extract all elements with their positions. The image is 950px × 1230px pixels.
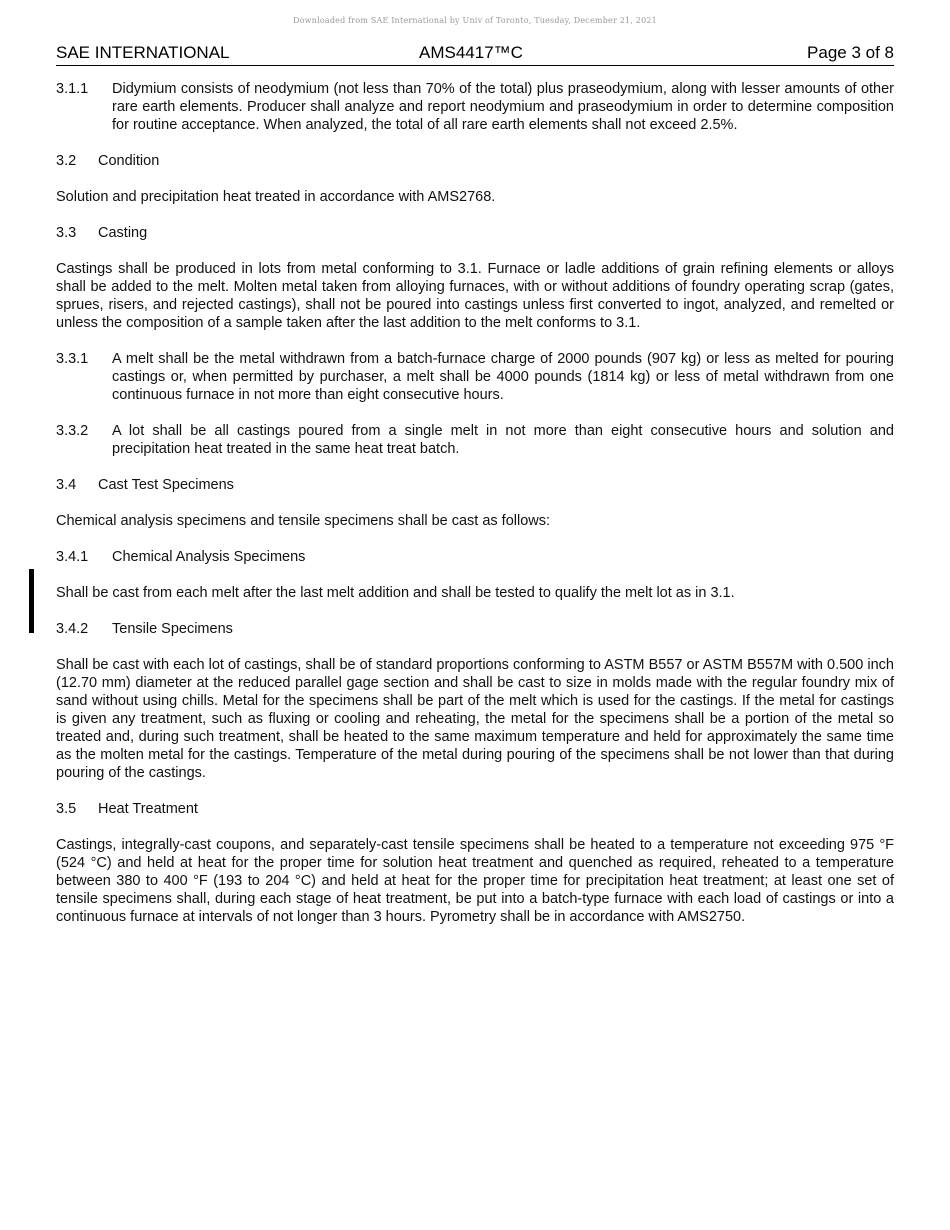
section-3-4-2-text: Shall be cast with each lot of castings, shall be of standard proportions conforming to ASTM B557 or ASTM B557M with 0.500 inch (12.70 mm) diameter at the reduced parallel gage section and shall be cast to size in molds made with the regular foundry mix of sand without using chills. Metal for the specimens shall be part of the melt which is used for the castings. If the metal for castings is given any treatment, such as fluxing or cooling and reheating, the metal for the specimens shall be a portion of the metal so treated and, during such treatment, shall be heated to the same maximum temperature and held for approximately the same time as the molten metal for the castings. Temperature of the metal during pouring of the specimens shall be not lower than that during pouring of the castings. bbox=[56, 657, 894, 781]
section-title: Condition bbox=[98, 153, 160, 169]
section-3-4-heading bbox=[56, 476, 894, 494]
section-number: 3.4.1 bbox=[56, 549, 89, 565]
section-3-4-1-text: Shall be cast from each melt after the last melt addition and shall be tested to qualify the melt lot as in 3.1. bbox=[56, 585, 735, 601]
section-number: 3.4.2 bbox=[56, 621, 89, 637]
section-number: 3.3.1 bbox=[56, 351, 89, 367]
download-watermark: Downloaded from SAE International by Univ of Toronto, Tuesday, December 21, 2021 bbox=[293, 16, 657, 25]
header-document-number: AMS4417™C bbox=[419, 43, 523, 62]
section-3-3-2 bbox=[56, 422, 894, 458]
section-number: 3.5 bbox=[56, 801, 77, 817]
page-header bbox=[56, 43, 894, 66]
section-3-4-text: Chemical analysis specimens and tensile specimens shall be cast as follows: bbox=[56, 513, 551, 529]
section-3-3-text: Castings shall be produced in lots from metal conforming to 3.1. Furnace or ladle additions of grain refining elements or alloys shall be added to the melt. Molten metal taken from alloying furnaces, with or without additions of foundry operating scrap (gates, sprues, risers, and rejected castings), shall not be poured into castings unless first converted to ingot, analyzed, and remelted or unless the composition of a sample taken after the last addition to the melt conforms to 3.1. bbox=[56, 261, 894, 331]
section-3-3-1 bbox=[56, 350, 894, 404]
section-number: 3.1.1 bbox=[56, 81, 89, 97]
header-organization: SAE INTERNATIONAL bbox=[56, 43, 230, 62]
section-number: 3.4 bbox=[56, 477, 77, 493]
section-3-4-2-heading bbox=[56, 620, 894, 638]
section-title: Tensile Specimens bbox=[112, 621, 233, 637]
section-number: 3.3 bbox=[56, 225, 77, 241]
revision-change-bar bbox=[29, 569, 34, 633]
section-3-3-heading bbox=[56, 224, 894, 242]
section-3-1-1 bbox=[56, 80, 894, 134]
section-title: Cast Test Specimens bbox=[98, 477, 234, 493]
section-number: 3.3.2 bbox=[56, 423, 89, 439]
section-3-4-1-heading bbox=[56, 548, 894, 566]
document-body bbox=[56, 80, 894, 944]
section-title: Chemical Analysis Specimens bbox=[112, 549, 306, 565]
section-number: 3.2 bbox=[56, 153, 77, 169]
section-text: Didymium consists of neodymium (not less than 70% of the total) plus praseodymium, along with lesser amounts of other rare earth elements. Producer shall analyze and report neodymium and praseodymium in order to determine composition for routine acceptance. When analyzed, the total of all rare earth elements shall not exceed 2.5%. bbox=[112, 81, 894, 133]
section-3-2-heading bbox=[56, 152, 894, 170]
section-title: Heat Treatment bbox=[98, 801, 198, 817]
section-3-5-heading bbox=[56, 800, 894, 818]
header-page-number: Page 3 of 8 bbox=[807, 43, 894, 62]
section-3-2-text: Solution and precipitation heat treated in accordance with AMS2768. bbox=[56, 189, 496, 205]
section-title: Casting bbox=[98, 225, 148, 241]
section-3-5-text: Castings, integrally-cast coupons, and separately-cast tensile specimens shall be heated to a temperature not exceeding 975 °F (524 °C) and held at heat for the proper time for solution heat treatment and quenched as required, reheated to a temperature between 380 to 400 °F (193 to 204 °C) and held at heat for the proper time for precipitation heat treatment; at least one set of tensile specimens shall, during each stage of heat treatment, be put into a batch-type furnace with each load of castings or into a continuous furnace at intervals of not longer than 3 hours. Pyrometry shall be in accordance with AMS2750. bbox=[56, 837, 894, 925]
section-text: A melt shall be the metal withdrawn from a batch-furnace charge of 2000 pounds (907 kg) or less as melted for pouring castings or, when permitted by purchaser, a melt shall be 4000 pounds (1814 kg) or less of metal withdrawn from one continuous furnace in not more than eight consecutive hours. bbox=[112, 351, 894, 403]
section-text: A lot shall be all castings poured from a single melt in not more than eight consecutive hours and solution and precipitation heat treated in the same heat treat batch. bbox=[112, 423, 894, 457]
